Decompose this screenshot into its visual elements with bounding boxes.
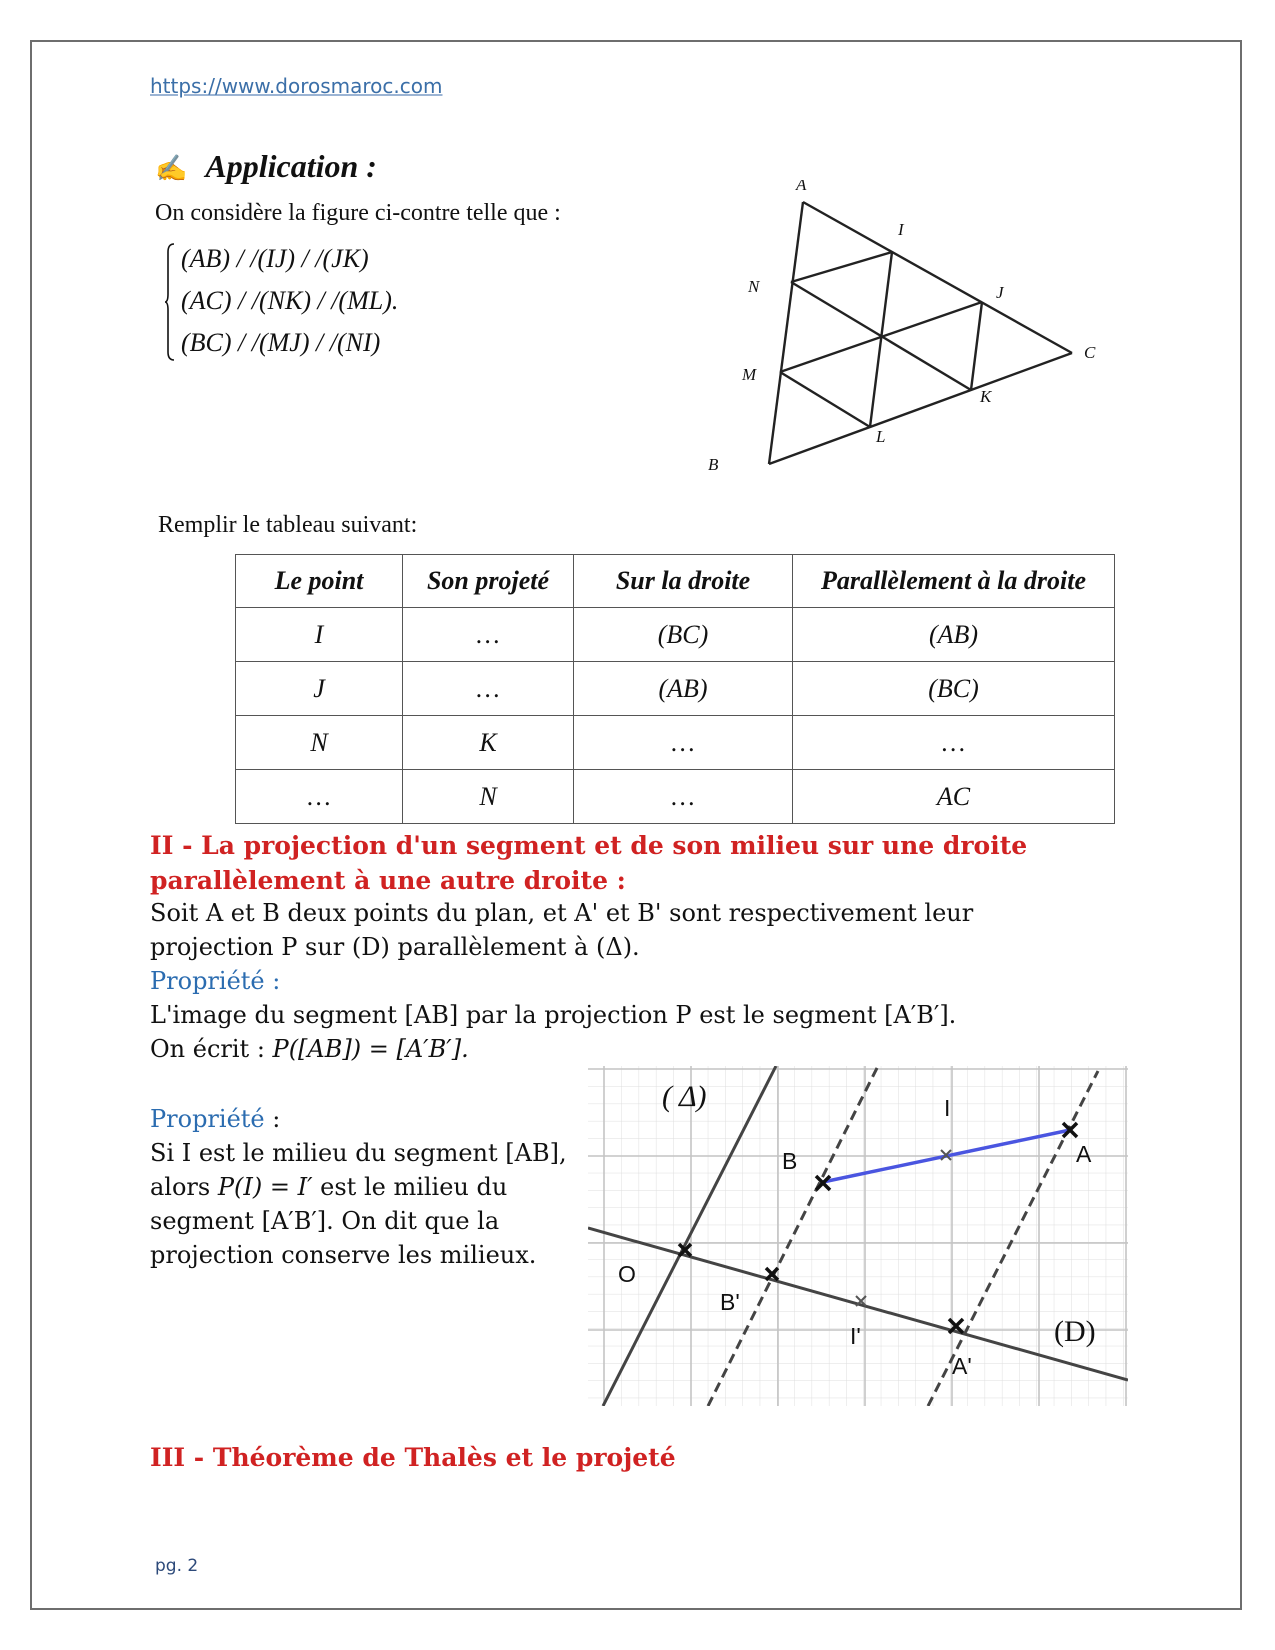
property2-line2: alors P(I) = I′ est le milieu du [150, 1173, 508, 1201]
table-header: Son projeté [403, 555, 574, 608]
label-A-prime: A' [952, 1353, 972, 1379]
system-line-1: (AB) / /(IJ) / /(JK) [181, 244, 369, 273]
segment-JK [971, 302, 982, 390]
label-N: N [748, 277, 760, 296]
system-line-2: (AC) / /(NK) / /(ML). [181, 286, 399, 315]
table-cell: … [574, 716, 793, 770]
table-cell: … [574, 770, 793, 824]
property1-line1: L'image du segment [AB] par la projection P est le segment [A′B′]. [150, 1001, 957, 1029]
segment-NI [791, 252, 892, 282]
table-header: Sur la droite [574, 555, 793, 608]
property2-line1: Si I est le milieu du segment [AB], [150, 1139, 567, 1167]
pen-writing-icon: ✍ [155, 154, 188, 183]
section2-text-line2: projection P sur (D) parallèlement à (Δ). [150, 933, 640, 961]
property2-formula: P(I) = I′ [217, 1173, 313, 1201]
table-row [236, 662, 1115, 716]
table-cell: (AB) [574, 662, 793, 716]
table-row [236, 716, 1115, 770]
label-M: M [742, 365, 757, 384]
table-row [236, 770, 1115, 824]
table-cell: … [403, 608, 574, 662]
label-A: A [796, 180, 807, 194]
property1-label: Propriété : [150, 967, 281, 995]
label-C: C [1084, 343, 1096, 362]
table-cell: N [403, 770, 574, 824]
section2-title [150, 828, 1027, 898]
section3-title: III - Théorème de Thalès et le projeté [150, 1443, 676, 1472]
segment-ML [780, 372, 870, 427]
fill-instruction: Remplir le tableau suivant: [158, 512, 418, 538]
system-brace [165, 242, 175, 362]
projection-figure [588, 1066, 1128, 1406]
section2-title-line1: II - La projection d'un segment et de son milieu sur une droite [150, 831, 1028, 860]
side-AC [803, 202, 1072, 353]
table-cell: N [236, 716, 403, 770]
side-AB [769, 202, 803, 464]
label-O: O [618, 1261, 636, 1287]
table-row [236, 608, 1115, 662]
side-BC [769, 353, 1072, 464]
label-L: L [876, 427, 886, 446]
property2-heading: Propriété : [150, 1105, 281, 1133]
property2-line4: projection conserve les milieux. [150, 1241, 537, 1269]
label-B: B [708, 455, 719, 474]
label-I-prime: I' [850, 1323, 861, 1349]
property2-line3: segment [A′B′]. On dit que la [150, 1207, 500, 1235]
table-cell: … [403, 662, 574, 716]
application-heading [155, 148, 377, 185]
section2-text [150, 896, 973, 1066]
property1-line2: On écrit : P([AB]) = [A′B′]. [150, 1035, 469, 1063]
label-A: A [1076, 1141, 1092, 1167]
table-cell: I [236, 608, 403, 662]
grid-background [588, 1066, 1128, 1406]
label-J: J [996, 283, 1004, 302]
section2-title-line2: parallèlement à une autre droite : [150, 866, 626, 895]
label-B: B [782, 1148, 798, 1174]
label-I: I [898, 220, 904, 239]
page-number: pg. 2 [155, 1556, 199, 1576]
label-B-prime: B' [720, 1289, 740, 1315]
table-cell: … [236, 770, 403, 824]
table-header: Le point [236, 555, 403, 608]
table-cell: (BC) [574, 608, 793, 662]
property2-block [150, 1102, 567, 1272]
label-K: K [980, 387, 992, 406]
label-D: (D) [1054, 1315, 1096, 1348]
segment-NK [791, 282, 971, 390]
table-header-row [236, 555, 1115, 608]
site-url-link[interactable]: https://www.dorosmaroc.com [150, 74, 443, 98]
application-intro: On considère la figure ci-contre telle que : [155, 200, 561, 226]
triangle-figure [700, 180, 1120, 500]
section2-text-line1: Soit A et B deux points du plan, et A' et B' sont respectivement leur [150, 899, 974, 927]
table-cell: K [403, 716, 574, 770]
table-cell: AC [793, 770, 1115, 824]
table-cell: … [793, 716, 1115, 770]
table-cell: J [236, 662, 403, 716]
table-cell: (AB) [793, 608, 1115, 662]
system-line-3: (BC) / /(MJ) / /(NI) [181, 328, 381, 357]
label-delta: ( Δ) [662, 1080, 707, 1113]
projection-table [235, 554, 1115, 824]
table-header: Parallèlement à la droite [793, 555, 1115, 608]
table-cell: (BC) [793, 662, 1115, 716]
parallel-system [165, 238, 398, 364]
label-I: I [944, 1095, 951, 1121]
property1-formula: P([AB]) = [A′B′]. [272, 1035, 469, 1063]
property2-label: Propriété [150, 1105, 265, 1133]
application-title: Application : [205, 148, 377, 184]
